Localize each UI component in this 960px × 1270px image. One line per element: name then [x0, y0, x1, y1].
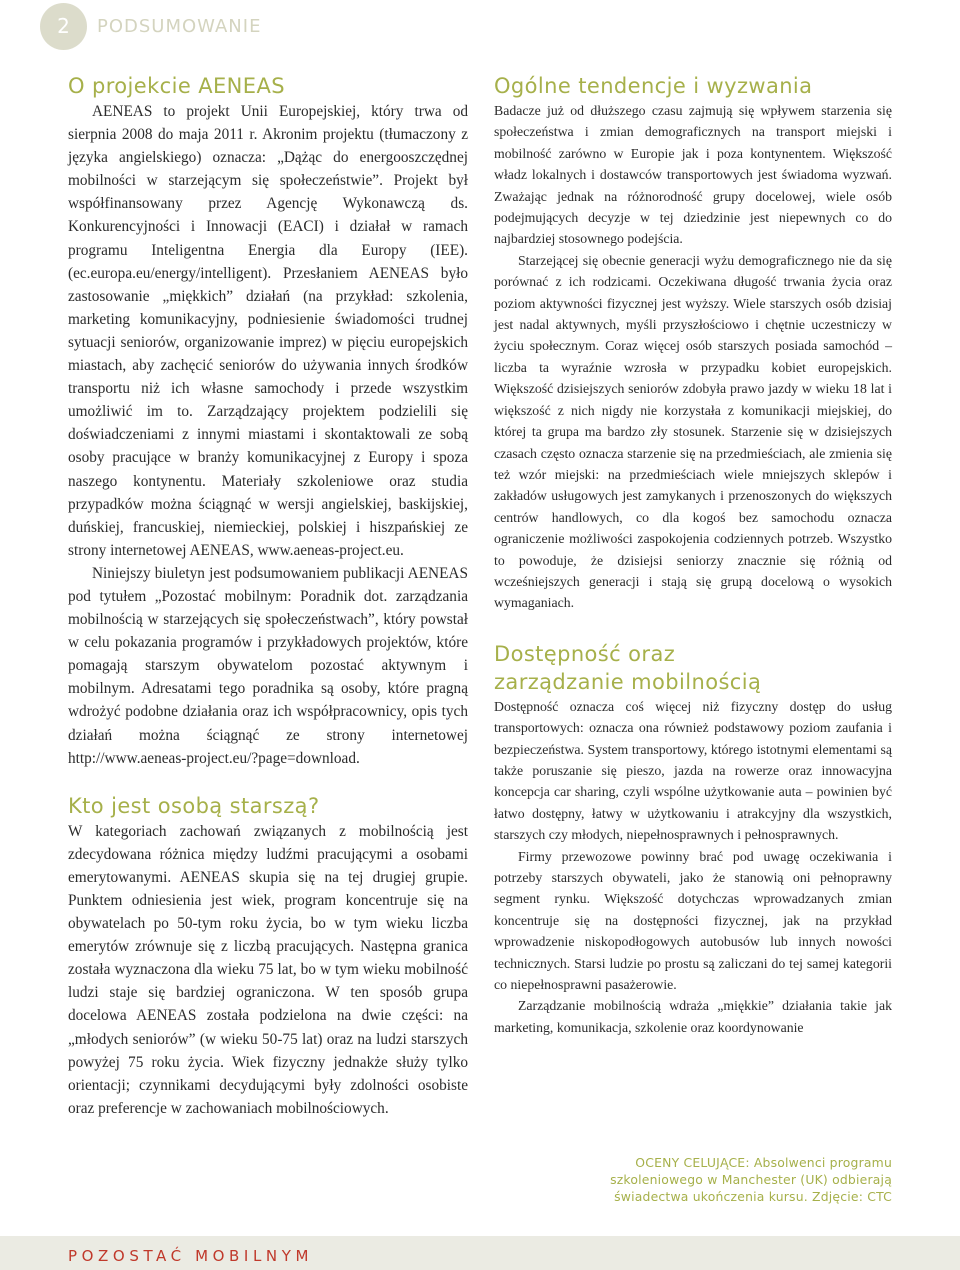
heading-who-is-senior: Kto jest osobą starszą?: [68, 793, 320, 818]
heading-accessibility-line1: Dostępność oraz: [494, 641, 676, 666]
paragraph-trends-2: Starzejącej się obecnie generacji wyżu demograficznego nie da się porównać z ich rodzicami. Oczekiwana długość trwania życia oraz poziom aktywności fizycznej jest wyższy. Wiele starszych osób dzisiaj jest nadal aktywnych, myśli przyszłościowo i chętnie uczestniczy w życiu społecznym. Coraz więcej osób starszych posiada samochód – liczba ta wyraźnie wzrosła w przypadku kobiet europejskich. Większość dzisiejszych seniorów zdobyła prawo jazdy w wieku 18 lat i większość z nich nigdy nie korzystała z komunikacji miejskiej, do której ta grupa ma bardzo zły stosunek. Starzenie się w dzisiejszych czasach często oznacza starzenie się na przedmieściach, ale zmienia się też wzór miejski: na przedmieściach wiele mniejszych sklepów i zakładów usługowych jest zamykanych i przenoszonych do większych centrów handlowych, co dla kogoś bez samochodu oznacza ograniczenie możliwości zaspokojenia codziennych potrzeb. Wszystko to powoduje, że dzisiejsi seniorzy znacznie się różnią od wcześniejszych generacji i stają się grupą docelową o wysokich wymaganiach.: [494, 252, 892, 611]
paragraph-bulletin-summary: Niniejszy biuletyn jest podsumowaniem publikacji AENEAS pod tytułem „Pozostać mobilnym: Poradnik dot. zarządzania mobilnością w starzejących się społeczeństwach”, który powstał w celu pokazania programów i przykładowych projektów, które pomagają starszym obywatelom pozostać aktywnym i mobilnym. Adresatami tego poradnika są osoby, które pragną wdrożyć podobne działania oraz ich współpracownicy, opis tych działań można ściągnąć ze strony internetowej http://www.aeneas-project.eu/?page=download.: [68, 564, 468, 767]
paragraph-accessibility-1: Dostępność oznacza coś więcej niż fizyczny dostęp do usług transportowych: oznacza ona również podstawowy poziom zaufania i bezpieczeństwa. System transportowy, którego istotnymi elementami są także poruszanie się pieszo, jazda na rowerze oraz innowacyjna koncepcja car sharing, czyli wspólne użytkowanie auta – powinien być łatwo dostępny, łatwy w użytkowaniu i atrakcyjny dla wszystkich, starszych czy młodych, niepełnosprawnych i pełnosprawnych.: [494, 698, 892, 843]
left-column: [68, 72, 468, 1120]
paragraph-accessibility-2: Firmy przewozowe powinny brać pod uwagę oczekiwania i potrzeby starszych obywateli, jako że stanowią oni pełnoprawny segment rynku. Większość dotychczas wprowadzanych zmian koncentruje się na dostępności fizycznej, jak na przykład wprowadzenie niskopodłogowych autobusów lub innych nowości technicznych. Starsi ludzie po prostu są zaliczani do tej samej kategorii co niepełnosprawni pasażerowie.: [494, 848, 892, 993]
page-number-badge: 2: [40, 3, 87, 50]
right-column: [494, 72, 892, 1038]
heading-accessibility: [494, 640, 892, 696]
heading-about-project: O projekcie AENEAS: [68, 74, 285, 98]
paragraph-trends-1: Badacze już od dłuższego czasu zajmują się wpływem starzenia się społeczeństwa i zmian demograficznych na transport miejski i mobilność zarówno w Europie jak i poza kontynentem. Większość władz lokalnych i dostawców transportowych jest świadoma wyzwań. Zważając jednak na różnorodność grupy docelowej, wiele osób podejmujących decyzje w tej dziedzinie jest niepewnych co do najbardziej stosownego podejścia.: [494, 103, 892, 247]
paragraph-about-project: AENEAS to projekt Unii Europejskiej, który trwa od sierpnia 2008 do maja 2011 r. Akronim projektu (tłumaczony z języka angielskiego) oznacza: „Dążąc do energooszczędnej mobilności w starzejącym się społeczeństwie”. Projekt był współfinansowany przez Agencję Wykonawczą ds. Konkurencyjności i Innowacji (EACI) i działał w ramach programu Inteligentna Energia dla Europy (IEE). (ec.europa.eu/energy/intelligent). Przesłaniem AENEAS było zastosowanie „miękkich” działań (na przykład: szkolenia, marketing komunikacyjny, podniesienie świadomości trudnej sytuacji seniorów, organizowanie imprez) w pięciu europejskich miastach, aby zachęcić seniorów do używania innych środków transportu niż ich własne samochody i przede wszystkim umożliwić im to. Zarządzający projektem podzielili się doświadczeniami z innymi miastami i skontaktowali ze sobą osoby pracujące w branży komunikacyjnej z Europy i spoza naszego kontynentu. Materiały szkoleniowe oraz studia przypadków można ściągnąć w wersji angielskiej, baskijskiej, duńskiej, francuskiej, niemieckiej, polskiej i hiszpańskiej ze strony internetowej AENEAS, www.aeneas-project.eu.: [68, 103, 468, 559]
section-label: PODSUMOWANIE: [97, 15, 262, 37]
paragraph-accessibility-3: Zarządzanie mobilnością wdraża „miękkie” działania takie jak marketing, komunikacja, szkolenie oraz koordynowanie: [494, 998, 892, 1035]
heading-accessibility-line2: zarządzanie mobilnością: [494, 669, 762, 694]
paragraph-who-is-senior: W kategoriach zachowań związanych z mobilnością jest zdecydowana różnica między ludźmi pracującymi a osobami emerytowanymi. AENEAS skupia się na tej drugiej grupie. Punktem odniesienia jest wiek, program koncentruje się na obywatelach po 50-tym roku życia, bo w tym wieku liczba emerytów zrównuje się z liczbą pracujących. Następna granica została wyznaczona dla wieku 75 lat, bo w tym wieku mobilność ludzi staje się bardziej ograniczona. W ten sposób grupa docelowa AENEAS została podzielona na dwie części: na „młodych seniorów” (w wieku 50-75 lat) oraz na ludzi starszych powyżej 75 roku życia. Wiek fizyczny jednakże służy tylko orientacji; czynnikami decydującymi były zdolności osobiste oraz preferencje w zachowaniach mobilnościowych.: [68, 822, 468, 1117]
photo-caption: OCENY CELUJĄCE: Absolwenci programu szkoleniowego w Manchester (UK) odbierają świadectwa ukończenia kursu. Zdjęcie: CTC: [610, 1155, 892, 1204]
page-footer: [0, 1236, 960, 1270]
page-header: [40, 3, 261, 49]
footer-title: POZOSTAĆ MOBILNYM: [68, 1247, 314, 1265]
heading-general-trends: Ogólne tendencje i wyzwania: [494, 74, 813, 98]
